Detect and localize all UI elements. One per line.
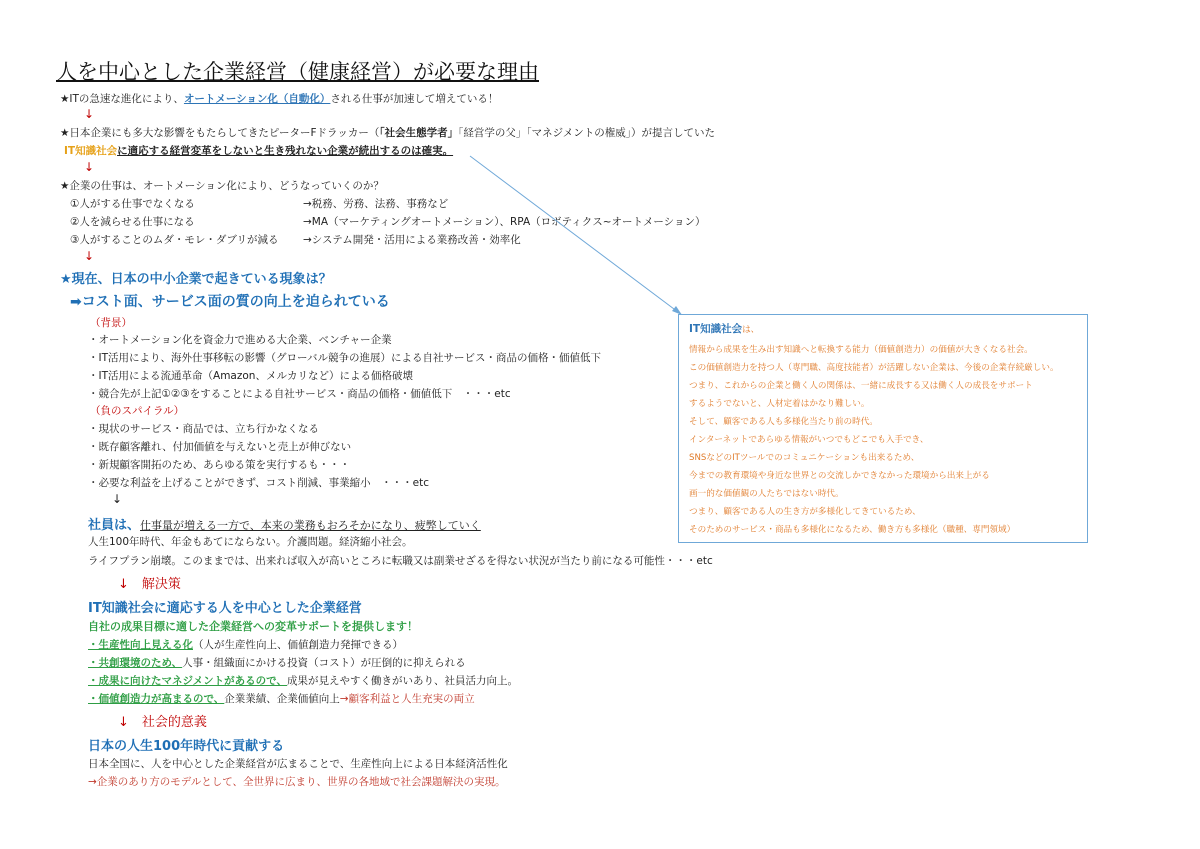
it-knowledge-warning: に適応する経営変革をしないと生き残れない企業が続出するのは確実。	[117, 145, 454, 157]
box-line: インターネットであらゆる情報がいつでもどこでも入手でき、	[689, 435, 929, 445]
background-item: ・IT活用による流通革命（Amazon、メルカリなど）による価格破壊	[88, 370, 413, 382]
social-heading: 日本の人生100年時代に貢献する	[88, 739, 285, 754]
line-jobs-question: ★企業の仕事は、オートメーション化により、どうなっていくのか？	[60, 180, 384, 192]
box-line: SNSなどのITツールでのコミュニケーションも出来るため、	[689, 453, 920, 463]
automation-highlight: オートメーション化（自動化）	[183, 93, 331, 105]
box-line: するようでないと、人材定着はかなり難しい。	[689, 399, 870, 409]
it-knowledge-society-label: IT知識社会	[64, 145, 118, 157]
down-arrow-icon: ↓	[84, 160, 95, 174]
line-drucker-text-c: 「経営学の父」「マネジメントの権威」）が提言していた	[458, 127, 716, 139]
solution-arrow-label: ↓ 解決策	[118, 577, 181, 592]
life-100-line: 人生100年時代、年金もあてにならない。介護問題。経済縮小社会。	[88, 536, 413, 548]
solution-subheading: 自社の成果目標に適した企業経営への変革サポートを提供します！	[88, 620, 418, 633]
social-arrow-label: ↓ 社会的意義	[118, 715, 207, 730]
box-line: そのためのサービス・商品も多様化になるため、働き方も多様化（職種、専門領域）	[689, 525, 1016, 535]
social-line: 日本全国に、人を中心とした企業経営が広まることで、生産性向上による日本経済活性化	[88, 758, 508, 770]
down-arrow-icon: ↓	[84, 249, 95, 263]
background-item: ・IT活用により、海外仕事移転の影響（グローバル競争の進展）による自社サービス・商品の価格・価値低下	[88, 352, 601, 364]
it-knowledge-society-box	[678, 314, 1088, 543]
box-line: この価値創造力を持つ人（専門職、高度技能者）が活躍しない企業は、今後の企業存続厳しい。	[689, 363, 1059, 373]
background-item: ・競合先が上記①②③をすることによる自社サービス・商品の価格・価値低下 ・・・etc	[88, 388, 511, 400]
box-line: つまり、これからの企業と働く人の関係は、一緒に成長する又は働く人の成長をサポート	[689, 381, 1033, 391]
employee-label: 社員は、	[88, 518, 141, 533]
box-heading	[689, 323, 759, 336]
down-arrow-icon: ↓	[84, 107, 95, 121]
line-drucker-text-a: ★日本企業にも多大な影響をもたらしてきたピーターFドラッカー（	[60, 127, 380, 139]
page-title: 人を中心とした企業経営（健康経営）が必要な理由	[56, 60, 539, 84]
current-phenomenon-heading: ★現在、日本の中小企業で起きている現象は？	[60, 272, 332, 287]
box-line: そして、顧客である人も多様化当たり前の時代。	[689, 417, 878, 427]
life-plan-line: ライフプラン崩壊。このままでは、出来れば収入が高いところに転職又は副業せざるを得ない状況が当たり前になる可能性・・・etc	[88, 555, 713, 567]
negative-spiral-label: （負のスパイラル）	[90, 405, 185, 417]
solution-item-text: （人が生産性向上、価値創造力発揮できる）	[193, 639, 403, 651]
solution-item-result: →顧客利益と人生充実の両立	[339, 693, 475, 705]
solution-item-text: 企業業績、企業価値向上	[224, 693, 340, 705]
social-line-global: →企業のあり方のモデルとして、全世界に広まり、世界の各地域で社会課題解決の実現。	[88, 776, 506, 788]
drucker-title-bold: 「社会生態学者」	[379, 127, 459, 139]
quality-pressure-heading: ➡コスト面、サービス面の質の向上を迫られている	[70, 294, 390, 310]
line-automation-text-a: ★ITの急速な進化により、	[60, 93, 184, 105]
solution-item-highlight: ・成果に向けたマネジメントがあるので、	[88, 675, 287, 687]
automation-item-right: →システム開発・活用による業務改善・効率化	[303, 234, 521, 246]
down-arrow-black-icon: ↓	[112, 492, 123, 506]
spiral-item: ・必要な利益を上げることができず、コスト削減、事業縮小 ・・・etc	[88, 477, 430, 489]
spiral-item: ・新規顧客開拓のため、あらゆる策を実行するも・・・	[88, 459, 351, 471]
automation-item-left: ①人がする仕事でなくなる	[70, 198, 195, 210]
automation-item-right: →税務、労務、法務、事務など	[303, 198, 449, 210]
solution-item-text: 成果が見えやすく働きがいあり、社員活力向上。	[286, 675, 518, 687]
line-automation-text-c: される仕事が加速して増えている！	[330, 93, 499, 105]
solution-item-text: 人事・組織面にかける投資（コスト）が圧倒的に抑えられる	[182, 657, 466, 669]
solution-heading: IT知識社会に適応する人を中心とした企業経営	[88, 601, 362, 616]
spiral-item: ・既存顧客離れ、付加価値を与えないと売上が伸びない	[88, 441, 352, 453]
box-heading-rest: は、	[742, 325, 760, 335]
employee-burden-text: 仕事量が増える一方で、本来の業務もおろそかになり、疲弊していく	[140, 519, 481, 532]
box-heading-label: IT知識社会	[689, 323, 743, 335]
automation-item-left: ③人がすることのムダ・モレ・ダブリが減る	[70, 234, 279, 246]
automation-item-left: ②人を減らせる仕事になる	[70, 216, 195, 228]
solution-item-highlight: ・生産性向上見える化	[88, 639, 193, 651]
box-line: 画一的な価値観の人たちではない時代。	[689, 489, 844, 499]
background-label: （背景）	[90, 317, 132, 329]
box-line: つまり、顧客である人の生き方が多様化してきているため、	[689, 507, 921, 517]
solution-item-highlight: ・価値創造力が高まるので、	[88, 693, 225, 705]
solution-item-highlight: ・共創環境のため、	[88, 657, 183, 669]
box-line: 情報から成果を生み出す知識へと転換する能力（価値創造力）の価値が大きくなる社会。	[689, 345, 1033, 355]
box-line: 今までの教育環境や身近な世界との交流しかできなかった環境から出来上がる	[689, 471, 990, 481]
spiral-item: ・現状のサービス・商品では、立ち行かなくなる	[88, 423, 319, 435]
background-item: ・オートメーション化を資金力で進める大企業、ベンチャー企業	[88, 334, 392, 346]
automation-item-right: →MA（マーケティングオートメーション）、RPA（ロボティクス~オートメーション）	[303, 216, 706, 228]
